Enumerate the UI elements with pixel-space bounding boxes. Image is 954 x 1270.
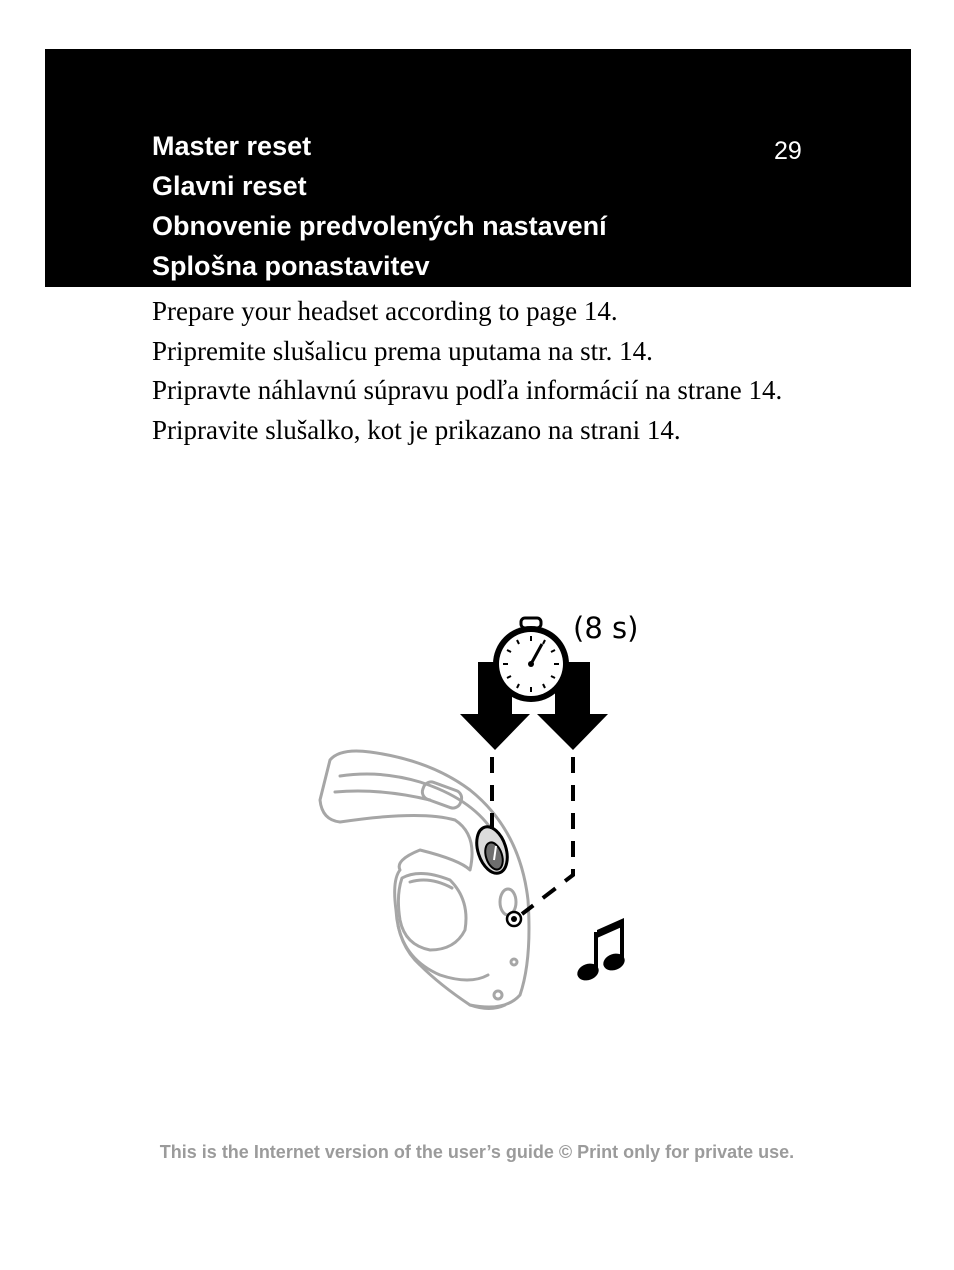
title-slovak: Obnovenie predvolených nastavení — [152, 211, 607, 241]
title-english: Master reset — [152, 131, 312, 161]
headset-illustration — [320, 751, 529, 1009]
header-banner — [45, 49, 911, 287]
music-note-icon — [575, 918, 627, 983]
duration-label: (8 s) — [573, 611, 639, 645]
title-slovenian: Splošna ponastavitev — [152, 251, 430, 281]
instruction-croatian: Pripremite slušalicu prema uputama na str. 14. — [152, 335, 653, 366]
stopwatch-icon — [493, 618, 569, 702]
footer-notice: This is the Internet version of the user’s guide © Print only for private use. — [159, 1142, 795, 1162]
title-croatian: Glavni reset — [152, 171, 307, 201]
instructions — [152, 294, 782, 452]
instruction-slovak: Pripravte náhlavnú súpravu podľa informácií na strane 14. — [152, 375, 783, 405]
instruction-slovenian: Pripravite slušalko, kot je prikazano na strani 14. — [152, 414, 681, 445]
section-titles — [152, 129, 607, 289]
side-button-highlight — [507, 912, 521, 926]
page-number: 29 — [774, 137, 802, 165]
instruction-english: Prepare your headset according to page 14. — [152, 296, 618, 326]
reset-illustration — [300, 600, 660, 1030]
